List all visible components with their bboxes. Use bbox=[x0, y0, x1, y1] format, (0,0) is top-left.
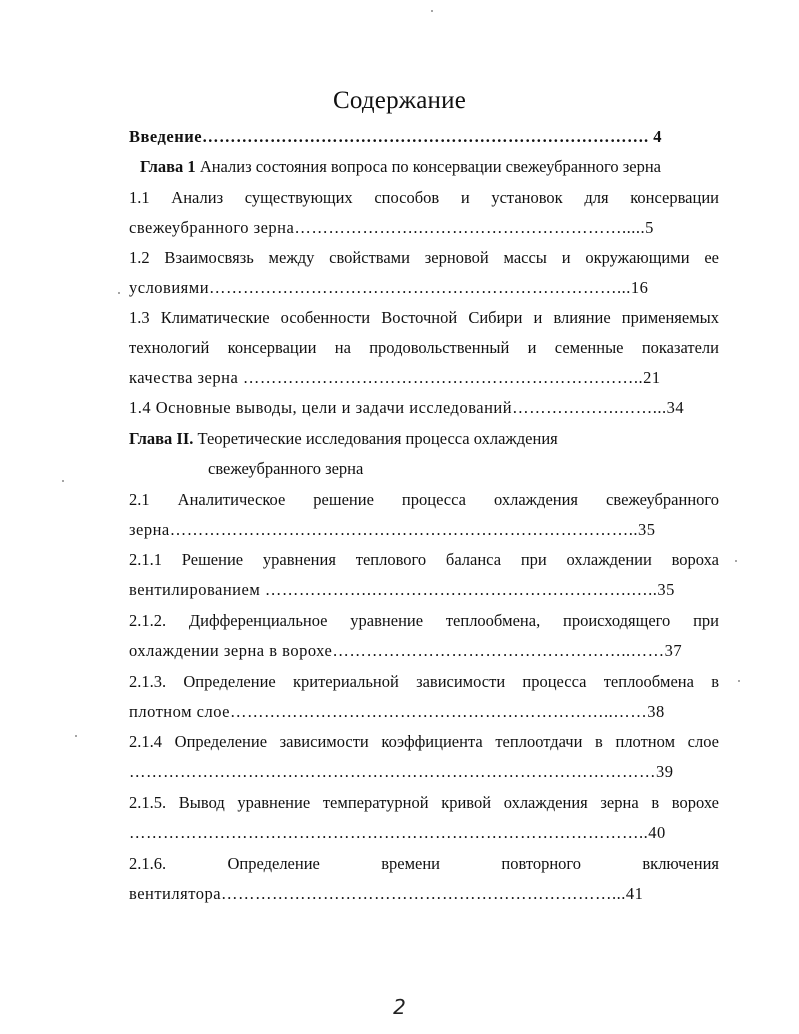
toc-2-1-1-line1: 2.1.1 Решение уравнения теплового баланса при охлаждении вороха bbox=[129, 550, 719, 569]
toc-2-1-1-line2: вентилированием ……………….……………………………………….…..35 bbox=[129, 580, 675, 599]
toc-1-2-line1: 1.2 Взаимосвязь между свойствами зерновой массы и окружающими ее bbox=[129, 248, 719, 267]
toc-chapter-2 bbox=[129, 428, 719, 450]
chapter-2-title: Теоретические исследования процесса охлаждения bbox=[193, 429, 558, 448]
toc-2-1-2-line1: 2.1.2. Дифференциальное уравнение теплообмена, происходящего при bbox=[129, 611, 719, 630]
toc-1-1-line1: 1.1 Анализ существующих способов и установок для консервации bbox=[129, 188, 719, 207]
toc-intro: Введение……………………………………………………………………. 4 bbox=[129, 127, 663, 146]
toc-1-2-line2: условиями………………………………………………………………...16 bbox=[129, 278, 649, 297]
toc-2-1-3-line1: 2.1.3. Определение критериальной зависимости процесса теплообмена в bbox=[129, 672, 719, 691]
scan-speck bbox=[735, 560, 737, 562]
scan-speck bbox=[118, 292, 120, 294]
page-title: Содержание bbox=[333, 87, 466, 114]
scan-speck bbox=[62, 480, 64, 482]
scan-speck bbox=[738, 680, 740, 682]
toc-chapter-1 bbox=[140, 156, 720, 178]
toc-2-1-5-line2: ………………………………………………………………………………..40 bbox=[129, 823, 666, 842]
toc-2-1-4-line2: …………………………………………………………………………………39 bbox=[129, 762, 674, 781]
toc-2-1-6-line2: вентилятора……………………………………………………………...41 bbox=[129, 884, 644, 903]
toc-1-4: 1.4 Основные выводы, цели и задачи исследований……………….……...34 bbox=[129, 398, 685, 417]
toc-2-1-6-line1: 2.1.6. Определение времени повторного включения bbox=[129, 854, 719, 873]
page-number: 2 bbox=[393, 995, 406, 1019]
toc-2-1-4-line1: 2.1.4 Определение зависимости коэффициента теплоотдачи в плотном слое bbox=[129, 732, 719, 751]
toc-2-1-2-line2: охлаждении зерна в ворохе……………………………………………..……37 bbox=[129, 641, 683, 660]
toc-1-3-line2: технологий консервации на продовольственный и семенные показатели bbox=[129, 338, 719, 357]
toc-1-1-line2: свежеубранного зерна………………….……………………………….....5 bbox=[129, 218, 654, 237]
scan-speck bbox=[431, 10, 433, 12]
toc-1-3-line1: 1.3 Климатические особенности Восточной Сибири и влияние применяемых bbox=[129, 308, 719, 327]
toc-2-1-5-line1: 2.1.5. Вывод уравнение температурной кривой охлаждения зерна в ворохе bbox=[129, 793, 719, 812]
chapter-1-label: Глава 1 bbox=[140, 157, 196, 176]
toc-1-3-line3: качества зерна ……………………………………………………………..21 bbox=[129, 368, 661, 387]
toc-chapter-2-title-cont: свежеубранного зерна bbox=[208, 459, 364, 478]
toc-2-1-line2: зерна………………………………………………………………………..35 bbox=[129, 520, 656, 539]
chapter-2-label: Глава II. bbox=[129, 429, 194, 448]
chapter-1-title: Анализ состояния вопроса по консервации свежеубранного зерна bbox=[195, 157, 661, 176]
toc-2-1-3-line2: плотном слое…………………………………………………………..……38 bbox=[129, 702, 665, 721]
scan-speck bbox=[75, 735, 77, 737]
toc-2-1-line1: 2.1 Аналитическое решение процесса охлаждения свежеубранного bbox=[129, 490, 719, 509]
